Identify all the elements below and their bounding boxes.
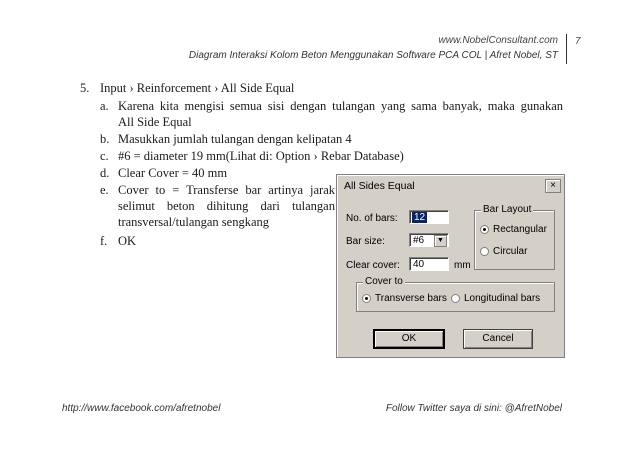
subitem-e-line1: Cover to = Transferse bar artinya jarak — [118, 183, 335, 197]
list-item-5 — [80, 81, 294, 96]
subitem-d-letter: d. — [100, 166, 110, 180]
bar-size-label: Bar size: — [346, 236, 385, 247]
radio-rectangular[interactable] — [480, 224, 547, 235]
subitem-e — [100, 182, 335, 232]
subitem-d-line1: Clear Cover = 40 mm — [118, 166, 228, 180]
subitem-a-line1: Karena kita mengisi semua sisi dengan tulangan yang sama banyak, maka gunakan — [118, 99, 563, 113]
ok-button[interactable]: OK — [373, 329, 445, 349]
bar-size-select[interactable] — [409, 233, 449, 247]
subitem-b-line1: Masukkan jumlah tulangan dengan kelipatan 4 — [118, 132, 352, 146]
clear-cover-value: 40 — [413, 259, 425, 270]
list-item-5-text: Input › Reinforcement › All Side Equal — [100, 81, 295, 95]
no-of-bars-input[interactable] — [409, 210, 449, 224]
clear-cover-unit: mm — [454, 260, 471, 271]
subitem-f-line1: OK — [118, 234, 137, 248]
no-of-bars-value: 12 — [414, 212, 426, 223]
all-sides-equal-dialog — [336, 174, 565, 358]
no-of-bars-label: No. of bars: — [346, 213, 398, 224]
subitem-a — [100, 98, 565, 132]
subitem-f — [100, 233, 300, 249]
bar-layout-label: Bar Layout — [483, 204, 532, 215]
subitem-e-letter: e. — [100, 183, 109, 197]
subitem-e-line2: selimut beton dihitung dari tulangan — [118, 199, 335, 213]
radio-longitudinal-bars[interactable] — [451, 293, 540, 304]
subitem-a-line2: All Side Equal — [118, 115, 192, 129]
subitem-f-letter: f. — [100, 234, 108, 248]
radio-transverse-bars[interactable] — [362, 293, 447, 304]
subitem-a-letter: a. — [100, 99, 109, 113]
subitem-e-line3: transversal/tulangan sengkang — [118, 215, 269, 229]
radio-rectangular-label: Rectangular — [493, 224, 547, 235]
radio-unselected-icon — [451, 294, 460, 303]
radio-unselected-icon — [480, 247, 489, 256]
clear-cover-input[interactable] — [409, 257, 449, 271]
subitem-c-line1: #6 = diameter 19 mm(Lihat di: Option › Rebar Database) — [118, 149, 404, 163]
subitem-c-letter: c. — [100, 149, 109, 163]
radio-longitudinal-label: Longitudinal bars — [464, 293, 541, 304]
dialog-title: All Sides Equal — [344, 180, 415, 192]
radio-circular-label: Circular — [493, 246, 528, 257]
header-divider — [566, 34, 567, 64]
page-number: 7 — [575, 36, 581, 47]
radio-circular[interactable] — [480, 246, 527, 257]
radio-selected-icon — [362, 294, 371, 303]
header-title: Diagram Interaksi Kolom Beton Menggunakan Software PCA COL | Afret Nobel, ST — [188, 50, 558, 61]
footer-twitter-text: Follow Twitter saya di sini: @AfretNobel — [385, 403, 562, 414]
bar-size-value: #6 — [413, 235, 425, 246]
footer-facebook-link[interactable]: http://www.facebook.com/afretnobel — [62, 403, 221, 414]
cover-to-label: Cover to — [365, 276, 403, 287]
chevron-down-icon[interactable]: ▼ — [434, 235, 447, 247]
clear-cover-label: Clear cover: — [346, 260, 400, 271]
header-site: www.NobelConsultant.com — [438, 35, 558, 46]
radio-transverse-label: Transverse bars — [375, 293, 447, 304]
list-item-5-number: 5. — [80, 81, 90, 95]
close-icon: × — [550, 180, 556, 191]
cover-to-group — [356, 276, 555, 312]
subitem-c — [100, 148, 565, 164]
cancel-button[interactable]: Cancel — [463, 329, 533, 349]
subitem-b-letter: b. — [100, 132, 110, 146]
radio-selected-icon — [480, 225, 489, 234]
subitem-b — [100, 131, 565, 147]
bar-layout-group — [474, 204, 555, 270]
dialog-titlebar — [340, 178, 561, 194]
close-button[interactable] — [545, 179, 561, 193]
